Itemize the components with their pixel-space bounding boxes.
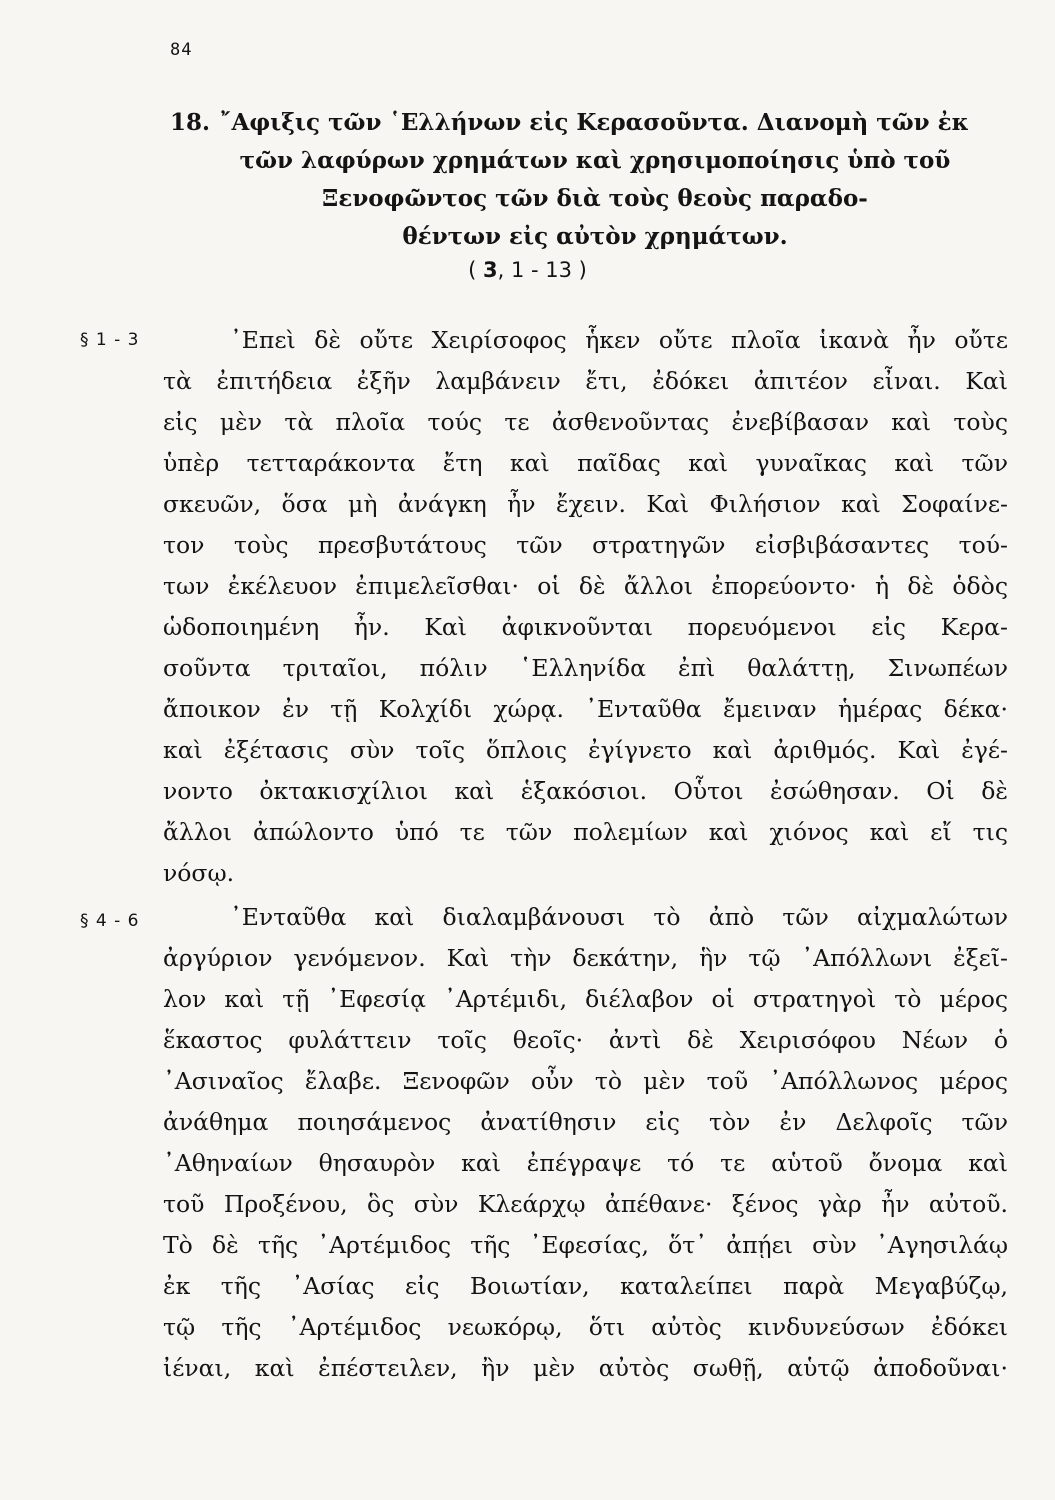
text-line: εἰς μὲν τὰ πλοῖα τούς τε ἀσθενοῦντας ἐνεβίβασαν καὶ τοὺς (163, 408, 1008, 436)
text-line: νόσῳ. (163, 859, 235, 887)
text-line: νοντο ὀκτακισχίλιοι καὶ ἑξακόσιοι. Οὗτοι ἐσώθησαν. Οἱ δὲ (163, 777, 1008, 805)
heading-line-3: Ξενοφῶντος τῶν διὰ τοὺς θεοὺς παραδο- (322, 185, 868, 212)
chapter-reference (0, 258, 1055, 282)
text-line: ὡδοποιημένη ἦν. Καὶ ἀφικνοῦνται πορευόμενοι εἰς Κερα- (163, 613, 1008, 641)
text-line: ἄλλοι ἀπώλοντο ὑπό τε τῶν πολεμίων καὶ χιόνος καὶ εἴ τις (163, 818, 1008, 846)
heading-line-2: τῶν λαφύρων χρημάτων καὶ χρησιμοποίησις ὑπὸ τοῦ (239, 147, 951, 174)
text-line: ᾿Ενταῦθα καὶ διαλαμβάνουσι τὸ ἀπὸ τῶν αἰχμαλώτων (230, 903, 1008, 931)
heading-text-1: ῎Αφιξις τῶν ῾Ελλήνων εἰς Κερασοῦντα. Διανομὴ τῶν ἐκ (220, 109, 969, 136)
text-line: ἕκαστος φυλάττειν τοῖς θεοῖς· ἀντὶ δὲ Χειρισόφου Νέων ὁ (163, 1026, 1008, 1054)
heading-line-1 (170, 104, 1020, 142)
section-heading (170, 104, 1020, 256)
text-line: ἀνάθημα ποιησάμενος ἀνατίθησιν εἰς τὸν ἐν Δελφοῖς τῶν (163, 1108, 1008, 1136)
heading-number: 18. (170, 109, 211, 136)
text-line: λον καὶ τῇ ᾿Εφεσίᾳ ᾿Αρτέμιδι, διέλαβον οἱ στρατηγοὶ τὸ μέρος (163, 985, 1008, 1013)
margin-section-ref: § 4 - 6 (80, 911, 140, 931)
text-line: τῷ τῆς ᾿Αρτέμιδος νεωκόρῳ, ὅτι αὐτὸς κινδυνεύσων ἐδόκει (163, 1313, 1008, 1341)
text-line: καὶ ἐξέτασις σὺν τοῖς ὅπλοις ἐγίγνετο καὶ ἀριθμός. Καὶ ἐγέ- (163, 736, 1008, 764)
text-line: ᾿Ασιναῖος ἔλαβε. Ξενοφῶν οὖν τὸ μὲν τοῦ ᾿Απόλλωνος μέρος (163, 1067, 1008, 1095)
heading-line-4: θέντων εἰς αὐτὸν χρημάτων. (402, 223, 788, 250)
text-line: Τὸ δὲ τῆς ᾿Αρτέμιδος τῆς ᾿Εφεσίας, ὅτ᾿ ἀπῄει σὺν ᾿Αγησιλάῳ (163, 1231, 1008, 1259)
text-line: ἰέναι, καὶ ἐπέστειλεν, ἢν μὲν αὐτὸς σωθῇ, αὑτῷ ἀποδοῦναι· (163, 1354, 1008, 1382)
margin-section-ref: § 1 - 3 (80, 330, 140, 350)
chapter-ref-rest: , 1 - 13 ) (497, 258, 587, 282)
chapter-ref-open: ( (468, 258, 483, 282)
page-number: 84 (170, 40, 193, 60)
chapter-ref-book: 3 (483, 258, 498, 282)
text-line: των ἐκέλευον ἐπιμελεῖσθαι· οἱ δὲ ἄλλοι ἐπορεύοντο· ἡ δὲ ὁδὸς (163, 572, 1008, 600)
text-line: σκευῶν, ὅσα μὴ ἀνάγκη ἦν ἔχειν. Καὶ Φιλήσιον καὶ Σοφαίνε- (163, 490, 1008, 518)
text-line: ᾿Αθηναίων θησαυρὸν καὶ ἐπέγραψε τό τε αὑτοῦ ὄνομα καὶ (163, 1149, 1008, 1177)
text-line: ἀργύριον γενόμενον. Καὶ τὴν δεκάτην, ἣν τῷ ᾿Απόλλωνι ἐξεῖ- (163, 944, 1008, 972)
text-line: τὰ ἐπιτήδεια ἐξῆν λαμβάνειν ἔτι, ἐδόκει ἀπιτέον εἶναι. Καὶ (163, 367, 1008, 395)
text-line: ἄποικον ἐν τῇ Κολχίδι χώρᾳ. ᾿Ενταῦθα ἔμειναν ἡμέρας δέκα· (163, 695, 1008, 723)
text-line: ᾿Επεὶ δὲ οὔτε Χειρίσοφος ἧκεν οὔτε πλοῖα ἱκανὰ ἦν οὔτε (230, 326, 1008, 354)
text-line: σοῦντα τριταῖοι, πόλιν ῾Ελληνίδα ἐπὶ θαλάττῃ, Σινωπέων (163, 654, 1008, 682)
text-line: τοῦ Προξένου, ὃς σὺν Κλεάρχῳ ἀπέθανε· ξένος γὰρ ἦν αὐτοῦ. (163, 1190, 1008, 1218)
text-line: ὑπὲρ τετταράκοντα ἔτη καὶ παῖδας καὶ γυναῖκας καὶ τῶν (163, 449, 1008, 477)
text-line: ἐκ τῆς ᾿Ασίας εἰς Βοιωτίαν, καταλείπει παρὰ Μεγαβύζῳ, (163, 1272, 1008, 1300)
text-line: τον τοὺς πρεσβυτάτους τῶν στρατηγῶν εἰσβιβάσαντες τού- (163, 531, 1008, 559)
